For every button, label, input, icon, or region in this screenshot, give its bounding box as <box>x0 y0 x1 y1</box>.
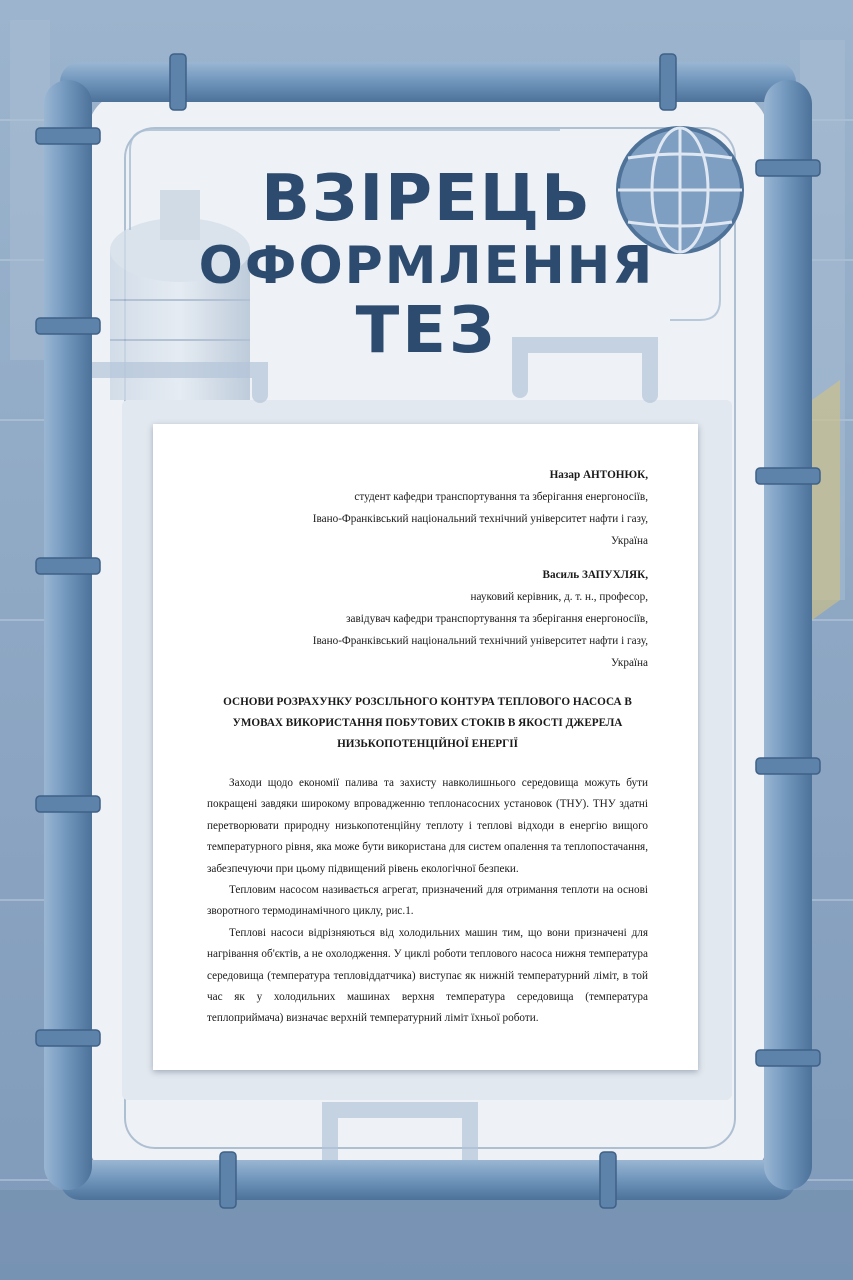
body-paragraph: Теплові насоси відрізняються від холодильних машин тим, що вони призначені для нагрівання об'єктів, а не охолодження. У циклі роботи теплового насоса нижня температура середовища (температура тепловіддатчика) виступає як нижній температурний ліміт, в той час як у холодильних машинах верхня температура середовища (температура теплоприймача) визначає верхній температурний ліміт їхньої роботи. <box>207 926 648 1025</box>
title-line-1: ВЗІРЕЦЬ <box>261 162 592 236</box>
author-affiliation-line: завідувач кафедри транспортування та зберігання енергоносіїв, <box>346 613 648 625</box>
author-country: Україна <box>611 657 648 669</box>
author-country: Україна <box>611 535 648 547</box>
author-affiliation-line: Івано-Франківський національний технічний університет нафти і газу, <box>312 513 648 525</box>
author-affiliation-line: студент кафедри транспортування та зберігання енергоносіїв, <box>354 491 648 503</box>
author-name: Василь ЗАПУХЛЯК, <box>542 569 648 581</box>
title-line-3: ТЕЗ <box>355 294 498 368</box>
document-sheet <box>153 424 698 1070</box>
author-affiliation-line: Івано-Франківський національний технічний університет нафти і газу, <box>312 635 648 647</box>
body-paragraph: Тепловим насосом називається агрегат, призначений для отримання теплоти на основі зворотного термодинамічного циклу, рис.1. <box>207 884 648 918</box>
author-block-2 <box>207 564 648 674</box>
author-name: Назар АНТОНЮК, <box>549 469 648 481</box>
body-paragraph: Заходи щодо економії палива та захисту навколишнього середовища можуть бути покращені завдяки широкому впровадженню теплонасосних установок (ТНУ). ТНУ здатні перетворювати природну низькопотенційну теплоту і теплові відходи в енергію вищого температурного рівня, яка може бути використана для систем опалення та теплопостачання, забезпечуючи при цьому підвищений рівень екологічної безпеки. <box>207 777 648 875</box>
title-line-2: ОФОРМЛЕННЯ <box>198 236 655 296</box>
author-affiliation-line: науковий керівник, д. т. н., професор, <box>470 591 648 603</box>
author-block-1 <box>207 464 648 552</box>
paper-title: ОСНОВИ РОЗРАХУНКУ РОЗСІЛЬНОГО КОНТУРА ТЕПЛОВОГО НАСОСА В УМОВАХ ВИКОРИСТАННЯ ПОБУТОВИХ СТОКІВ В ЯКОСТІ ДЖЕРЕЛА НИЗЬКОПОТЕНЦІЙНОЇ ЕНЕРГІЇ <box>223 696 632 750</box>
